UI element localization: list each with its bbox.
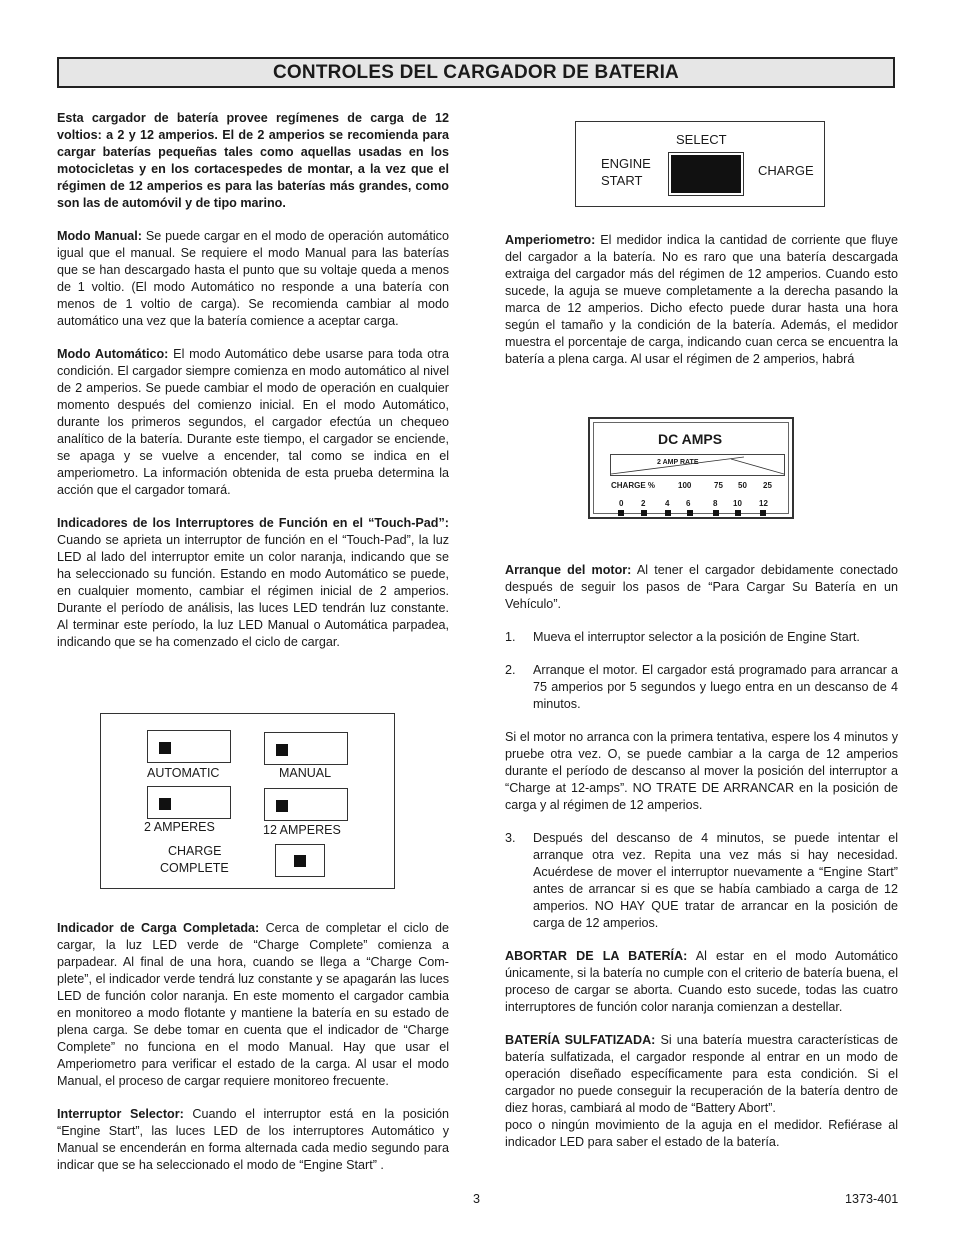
sulfated-paragraph [505,1032,898,1151]
percent-tick: 75 [714,481,723,490]
right-column-lower [505,562,898,1167]
led-indicator [276,744,288,756]
step-number: 1. [505,630,516,644]
document-code: 1373-401 [845,1192,899,1206]
charge-complete-text: Cerca de completar el ciclo de cargar, la luz LED verde de “Charge Complete” comienza a parpadear. Al final de una hora, cuando se llega a “Charge Com-plete”, el indicador verde tendrá luz constante y se apagarán las luces LED de función color naranja. En este momento el cargador cambia en monitoreo a modo flotante y mantiene la batería en su estado de plena carga. Se debe tomar en cuenta que el indicador de “Charge Complete” no funciona en el modo Manual. Hay que usar el Amperiometro para verificar el estado de la carga. Al usar el modo Manual, el proceso de cargar requiere monitoreo frecuente. [57,921,449,1088]
automatic-key [147,730,231,763]
ammeter-heading: Amperiometro: [505,233,596,247]
auto-mode-paragraph [57,346,449,499]
step-item [505,662,898,713]
engine-label: ENGINE [601,156,651,171]
engine-start-text: Al tener el cargador debidamente conectado después de seguir los pasos de “Para Cargar Su Batería en un Vehículo”. [505,563,898,611]
touch-pad-diagram [100,713,395,889]
meter-face [593,422,789,514]
meter-led [618,510,624,516]
meter-led [735,510,741,516]
title-box [57,57,895,88]
ammeter-text: El medidor indica la cantidad de corriente que fluye del cargador a la batería. No es raro que una batería descargada extraiga del cargador más del régimen de 12 amperios. Cuando esto sucede, la aguja se mueve completamente a la derecha pasando la marca de 12 amperios. Dicho efecto puede durar hasta una hora según el tamaño y la condición de la batería. Además, el medidor muestra el porcentaje de carga, indicando cuan cerca se encuentra la batería a plena carga. Al usar el régimen de 2 amperios, habrá [505,233,898,366]
led-indicator [294,855,306,867]
led-indicator [159,798,171,810]
manual-mode-heading: Modo Manual: [57,229,142,243]
dc-amps-meter [588,417,794,519]
twelve-amps-key [264,788,348,821]
meter-title: DC AMPS [658,431,723,447]
auto-mode-text: El modo Automático debe usarse para toda otra condición. El cargador siempre comienza en modo automático al nivel de 2 amperios. Se puede cambiar el modo de operación en cualquier momento después del comienzo inicial. En el modo Automático, durante los primeros segundos, el cargador efectúa un chequeo analítico de la batería. Durante este tiempo, el cargador se enciende, se apaga y se vuelve a encender, tal como se indica en el amperiometro. La información obtenida de esta prueba determina la acción que el cargador tomará. [57,347,450,497]
select-switch [669,153,743,195]
step-item [505,830,898,932]
amp-tick: 10 [733,499,742,508]
charge-percent-label: CHARGE % [611,481,656,490]
meter-led [665,510,671,516]
meter-led [760,510,766,516]
page-title: CONTROLES DEL CARGADOR DE BATERIA [273,61,679,83]
auto-mode-heading: Modo Automático: [57,347,169,361]
select-label: SELECT [676,132,727,147]
engine-start-heading: Arranque del motor: [505,563,632,577]
step-text: Arranque el motor. El cargador está programado para arrancar a 75 amperios por 5 segundos y luego entra en un descanso de 4 minutos. [533,663,898,711]
charge-label: CHARGE [168,844,222,858]
abort-text: Al estar en el modo Automático únicamente, si la batería no cumple con el criterio de batería buena, el proceso de cargar se aborta. Cuando esto sucede, todas las cuatro interruptores de función color naranja comienzan a destellar. [505,949,898,1014]
meter-scale [610,454,785,476]
left-column [57,110,449,667]
complete-label: COMPLETE [160,861,229,875]
led-indicator [276,800,288,812]
twelve-amps-label: 12 AMPERES [263,823,341,837]
two-amps-key [147,786,231,819]
selector-paragraph [57,1106,449,1174]
rate-label: 2 AMP RATE [657,459,699,466]
step-item [505,629,898,646]
indicators-paragraph [57,515,449,651]
manual-label: MANUAL [279,766,332,780]
amp-tick: 12 [759,499,768,508]
abort-heading: ABORTAR DE LA BATERÍA: [505,949,688,963]
selector-text: Cuando el interruptor está en la posición “Engine Start”, las luces LED de los interruptores Automático y Manual se encenderán en forma alternada cada medio segundo para indicar que se ha seleccionado el modo de “Engine Start” . [57,1107,449,1172]
engine-start-paragraph [505,562,898,613]
meter-led [687,510,693,516]
intro-paragraph: Esta cargador de batería provee regímenes de carga de 12 voltios: a 2 y 12 amperios. El de 2 amperios se recomienda para cargar baterías pequeñas tales como aquellas usadas en los motocicletas y en los cortacespedes de montar, a la vez que el régimen de 12 amperios es para las baterías más grandes, como son las de automóvil y de tipo marino. [57,111,449,210]
right-column-upper [505,232,898,384]
charge-complete-heading: Indicador de Carga Completada: [57,921,260,935]
indicators-text: Cuando se aprieta un interruptor de función en el “Touch-Pad”, la luz LED al lado del interruptor emite un color naranja, indicando que se ha seleccionado su función. Estando en modo Automático se puede, en cualquier momento, cambiar el régimen inicial de 2 amperios. Durante el período de análisis, las luces LED tendrán luz constante. Al terminar este período, la luz LED Manual o Automática parpadea, indicando que se ha comenzado el ciclo de cargar. [57,533,449,649]
step-text: Después del descanso de 4 minutos, se puede intentar el arranque otra vez. Repita una vez más si hay necesidad. Acuérdese de mover el interruptor nuevamente a “Engine Start” antes de arrancar si es que se había cambiado a carga de 12 amperios. NO HAY QUE tratar de arrancar en la posición de carga de 12 amperios. [533,831,898,930]
meter-led [641,510,647,516]
charge-complete-led [275,844,325,877]
amp-tick: 0 [619,499,624,508]
led-indicator [159,742,171,754]
manual-mode-paragraph [57,228,449,330]
step-number: 3. [505,831,516,845]
left-column-lower [57,920,449,1190]
sulfated-text: Si una batería muestra características de batería sulfatizada, el cargador responde al entrar en un modo de operación diseñado específicamente para esta condición. Si el cargador no puede conseguir la recuperación de la batería dentro de diez horas, cambiará al modo de “Battery Abort”. [505,1033,898,1115]
retry-paragraph: Si el motor no arranca con la primera tentativa, espere los 4 minutos y pruebe otra vez. O, se puede cambiar a la carga de 12 amperios durante el período de descanso al mover la posición del interruptor a “Charge at 12-amps”. NO TRATE DE ARRANCAR en la posición de carga y al régimen de 12 amperios. [505,730,898,812]
two-amps-label: 2 AMPERES [144,820,215,834]
amp-tick: 2 [641,499,646,508]
ammeter-paragraph [505,232,898,368]
charge-label: CHARGE [758,163,814,178]
manual-mode-text: Se puede cargar en el modo de operación automático igual que el manual. Se requiere el modo Manual para las baterías que se han descargado hasta el punto que su voltaje queda a menos de 1 voltio. (El modo Automático no responde a una batería con menos de 1 voltio de carga). Se recomienda cambiar al modo automático una vez que la batería comience a aceptar carga. [57,229,449,328]
sulfated-heading: BATERÍA SULFATIZADA: [505,1033,656,1047]
step-number: 2. [505,663,516,677]
amp-tick: 4 [665,499,670,508]
select-switch-diagram [575,121,825,207]
indicators-heading: Indicadores de los Interruptores de Función en el “Touch-Pad”: [57,516,449,530]
selector-heading: Interruptor Selector: [57,1107,184,1121]
percent-tick: 50 [738,481,747,490]
step-text: Mueva el interruptor selector a la posición de Engine Start. [533,630,860,644]
abort-paragraph [505,948,898,1016]
sulfated-tail: poco o ningún movimiento de la aguja en el medidor. Refiérase al indicador LED para saber el estado de la batería. [505,1118,898,1149]
automatic-label: AUTOMATIC [147,766,220,780]
percent-tick: 25 [763,481,772,490]
amp-tick: 6 [686,499,691,508]
percent-tick: 100 [678,481,692,490]
amp-tick: 8 [713,499,718,508]
manual-key [264,732,348,765]
charge-complete-paragraph [57,920,449,1090]
meter-led [713,510,719,516]
page-number: 3 [473,1192,481,1206]
start-label: START [601,173,643,188]
